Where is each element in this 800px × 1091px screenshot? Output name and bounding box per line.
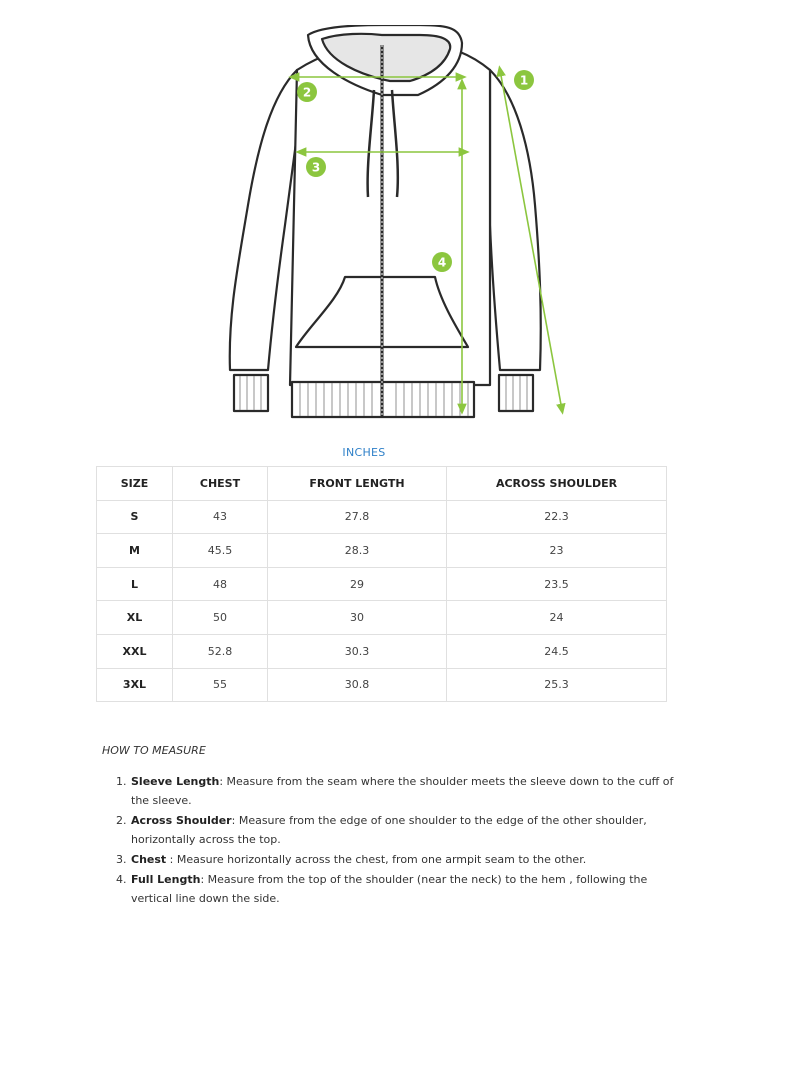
item-term: Full Length (131, 873, 201, 886)
header-size: SIZE (97, 467, 173, 501)
header-chest: CHEST (173, 467, 268, 501)
chest-cell: 45.5 (173, 534, 268, 568)
svg-text:1: 1 (519, 73, 529, 88)
chest-cell: 55 (173, 668, 268, 702)
front-length-cell: 28.3 (268, 534, 447, 568)
how-to-measure-title: HOW TO MEASURE (102, 744, 206, 757)
svg-text:4: 4 (437, 255, 447, 270)
measurement-marker-4 (432, 252, 452, 272)
svg-text:3: 3 (311, 160, 321, 175)
across-shoulder-cell: 24 (447, 601, 667, 635)
item-text: : Measure horizontally across the chest, from one armpit seam to the other. (166, 853, 587, 866)
size-cell: L (97, 567, 173, 601)
front-length-cell: 30 (268, 601, 447, 635)
item-term: Across Shoulder (131, 814, 232, 827)
item-term: Sleeve Length (131, 775, 220, 788)
table-row (97, 668, 667, 702)
item-number: 1. (116, 775, 127, 788)
table-header-row (97, 467, 667, 501)
size-cell: XL (97, 601, 173, 635)
chest-cell: 50 (173, 601, 268, 635)
chest-cell: 43 (173, 500, 268, 534)
front-length-cell: 27.8 (268, 500, 447, 534)
size-cell: 3XL (97, 668, 173, 702)
list-item (116, 870, 681, 908)
hoodie-measurement-diagram (200, 25, 600, 425)
chest-cell: 48 (173, 567, 268, 601)
across-shoulder-cell: 23 (447, 534, 667, 568)
measurement-marker-2 (297, 82, 317, 102)
across-shoulder-cell: 22.3 (447, 500, 667, 534)
item-number: 2. (116, 814, 127, 827)
item-term: Chest (131, 853, 167, 866)
item-text: : Measure from the seam where the shoulder meets the sleeve down to the cuff of the sleeve. (131, 775, 674, 807)
item-number: 4. (116, 873, 127, 886)
chest-cell: 52.8 (173, 634, 268, 668)
svg-text:2: 2 (302, 85, 312, 100)
table-row (97, 634, 667, 668)
measurement-marker-3 (306, 157, 326, 177)
list-item (116, 772, 681, 810)
front-length-cell: 29 (268, 567, 447, 601)
size-cell: S (97, 500, 173, 534)
table-row (97, 534, 667, 568)
unit-label: INCHES (342, 446, 386, 459)
item-text: : Measure from the top of the shoulder (near the neck) to the hem , following the vertical line down the side. (131, 873, 648, 905)
measurement-marker-1 (514, 70, 534, 90)
front-length-cell: 30.3 (268, 634, 447, 668)
front-length-cell: 30.8 (268, 668, 447, 702)
header-front-length: FRONT LENGTH (268, 467, 447, 501)
size-cell: M (97, 534, 173, 568)
across-shoulder-cell: 24.5 (447, 634, 667, 668)
table-row (97, 567, 667, 601)
list-item (116, 850, 681, 869)
size-chart-table (96, 466, 667, 702)
size-cell: XXL (97, 634, 173, 668)
across-shoulder-cell: 25.3 (447, 668, 667, 702)
table-row (97, 601, 667, 635)
hoodie-outline (230, 25, 541, 417)
item-text: : Measure from the edge of one shoulder to the edge of the other shoulder, horizontally across the top. (131, 814, 647, 846)
table-row (97, 500, 667, 534)
measurement-instructions (116, 772, 681, 909)
across-shoulder-cell: 23.5 (447, 567, 667, 601)
list-item (116, 811, 681, 849)
item-number: 3. (116, 853, 127, 866)
header-across-shoulder: ACROSS SHOULDER (447, 467, 667, 501)
